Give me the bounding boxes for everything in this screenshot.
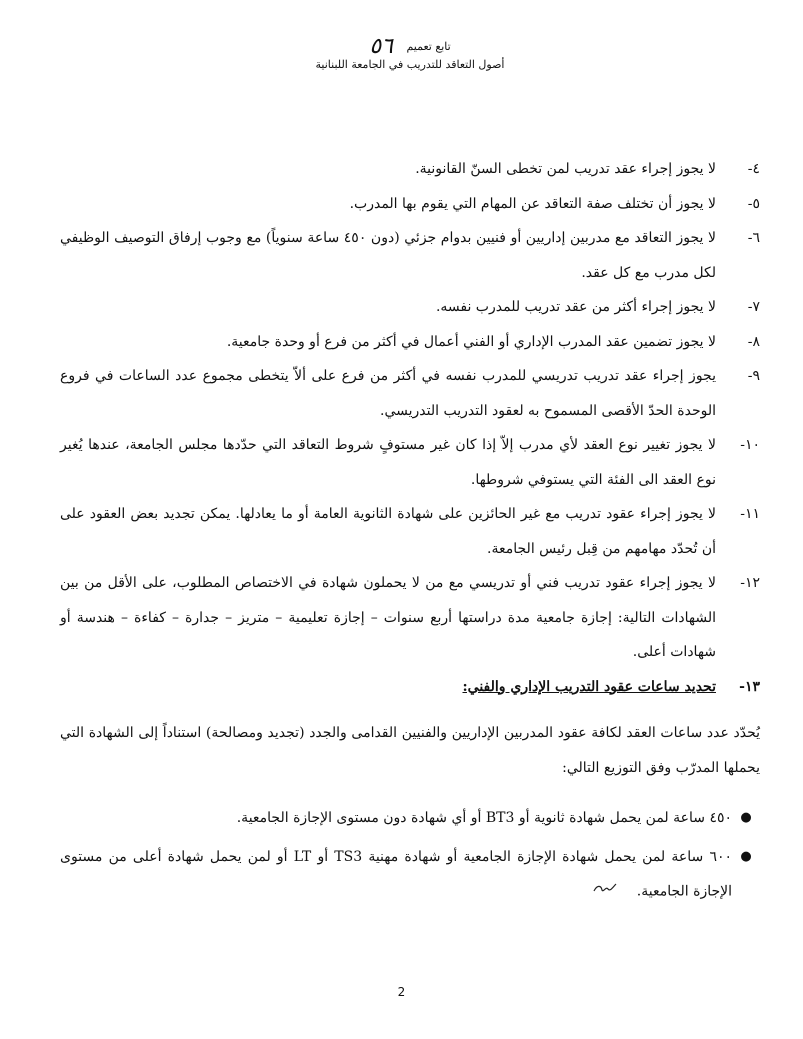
rule-number: ١٢-: [740, 575, 760, 591]
bullet-icon: ●: [740, 848, 752, 864]
rule-item-4: [60, 152, 760, 187]
bullet-icon: ●: [740, 810, 752, 825]
rule-text: لا يجوز إجراء أكثر من عقد تدريب للمدرب نفسه.: [435, 299, 716, 315]
rule-text: لا يجوز أن تختلف صفة التعاقد عن المهام التي يقوم بها المدرب.: [349, 195, 716, 212]
header-continuation-label: تابع تعميم: [406, 40, 451, 53]
page-number: 2: [397, 985, 406, 999]
rule-number: ٧-: [747, 299, 760, 315]
rule-item-8: [60, 325, 760, 360]
rule-item-5: [60, 187, 760, 222]
hours-paragraph: يُحدّد عدد ساعات العقد لكافة عقود المدربين الإداريين والفنيين القدامى والجدد (تجديد ومصالحة) استناداً إلى الشهادة التي يحملها المدرّب وفق التوزيع التالي:: [60, 725, 760, 776]
section-title: تحديد ساعات عقود التدريب الإداري والفني:: [462, 678, 716, 695]
header-line: [300, 34, 520, 59]
rule-item-10: [60, 428, 760, 497]
rule-text: لا يجوز التعاقد مع مدربين إداريين أو فنيين بدوام جزئي (دون ٤٥٠ ساعة سنوياً) مع وجوب إرفاق التوصيف الوظيفي لكل مدرب مع كل عقد.: [60, 230, 716, 281]
rule-text: يجوز إجراء عقد تدريب تدريسي للمدرب نفسه في أكثر من فرع على ألاّ يتخطى مجموع عدد الساعات في فروع الوحدة الحدّ الأقصى المسموح به لعقود التدريب التدريسي.: [60, 368, 716, 419]
rule-number: ١٠-: [740, 437, 760, 453]
section-13-heading: [60, 670, 760, 705]
rule-item-9: [60, 359, 760, 428]
rule-item-7: [60, 290, 760, 325]
page-header: [300, 34, 520, 74]
rule-number: ٦-: [747, 230, 760, 246]
rule-item-11: [60, 497, 760, 566]
bullet-item: [60, 840, 760, 909]
header-subtitle: أصول التعاقد للتدريب في الجامعة اللبنانية: [315, 58, 505, 71]
rule-text: لا يجوز تغيير نوع العقد لأي مدرب إلاّ إذا كان غير مستوفٍ شروط التعاقد التي حدّدها مجلس الجامعة، عندها يُغير نوع العقد الى الفئة التي يستوفي شروطها.: [60, 437, 716, 488]
rule-number: ٤-: [747, 161, 760, 177]
bullet-text: ٤٥٠ ساعة لمن يحمل شهادة ثانوية أو BT3 أو أي شهادة دون مستوى الإجازة الجامعية.: [236, 810, 732, 826]
rule-number: ١١-: [740, 506, 760, 522]
section-number: ١٣-: [739, 678, 760, 695]
handwritten-initials-icon: [592, 874, 618, 909]
bullet-item: [60, 801, 760, 836]
rule-text: لا يجوز تضمين عقد المدرب الإداري أو الفني أعمال في أكثر من فرع أو وحدة جامعية.: [226, 333, 716, 350]
rule-number: ٨-: [747, 333, 760, 350]
rule-text: لا يجوز إجراء عقود تدريب فني أو تدريسي مع من لا يحملون شهادة في الاختصاص المطلوب، على الأقل من بين الشهادات التالية: إجازة جامعية مدة دراستها أربع سنوات – إجازة تعليمية – متريز – جدارة – كفاءة – هندسة أو شهادات أعلى.: [60, 575, 716, 660]
circular-number: ٥٦: [369, 34, 393, 59]
rule-text: لا يجوز إجراء عقود تدريب مع غير الحائزين على شهادة الثانوية العامة أو ما يعادلها. يمكن تجديد بعض العقود على أن تُحدّد مهامهم من قِبل رئيس الجامعة.: [60, 506, 716, 557]
rule-item-12: [60, 566, 760, 670]
bullet-text: ٦٠٠ ساعة لمن يحمل شهادة الإجازة الجامعية أو شهادة مهنية TS3 أو LT أو لمن يحمل شهادة أعلى من مستوى الإجازة الجامعية.: [60, 848, 732, 900]
document-body: [60, 152, 760, 909]
rule-number: ٩-: [747, 368, 760, 384]
rule-text: لا يجوز إجراء عقد تدريب لمن تخطى السنّ القانونية.: [415, 161, 716, 177]
rule-number: ٥-: [747, 195, 760, 212]
rule-item-6: [60, 221, 760, 290]
hours-bullet-list: [60, 801, 760, 909]
